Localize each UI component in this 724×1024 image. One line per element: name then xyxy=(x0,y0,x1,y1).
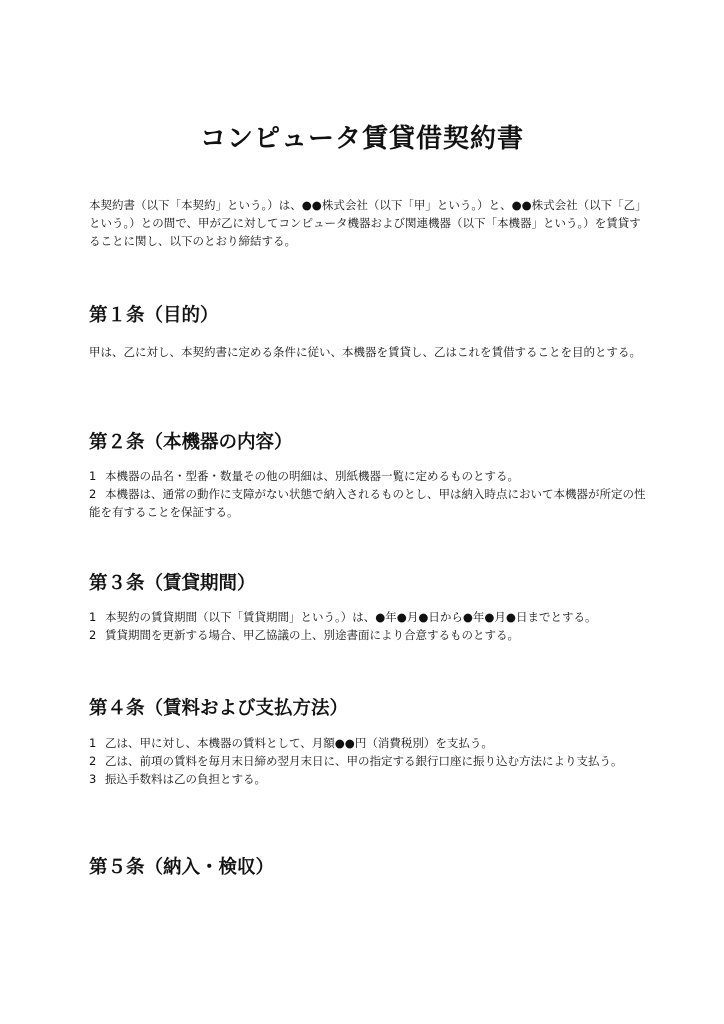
article-4-heading: 第４条（賃料および支払方法） xyxy=(89,698,349,719)
document-title: コンピュータ賃貸借契約書 xyxy=(199,124,524,154)
item-number: 2 xyxy=(89,754,97,768)
item-number: 2 xyxy=(89,487,97,501)
article-4-item-3 xyxy=(89,770,649,788)
article-2-item-1 xyxy=(89,467,649,485)
article-3-item-2 xyxy=(89,626,649,644)
article-4-body xyxy=(89,734,649,788)
article-2-body xyxy=(89,467,649,521)
article-2-heading: 第２条（本機器の内容） xyxy=(89,432,293,453)
item-number: 1 xyxy=(89,736,97,750)
article-1-heading: 第１条（目的） xyxy=(89,305,219,326)
article-3-item-1 xyxy=(89,608,649,626)
article-4-item-1 xyxy=(89,734,649,752)
item-number: 1 xyxy=(89,469,97,483)
article-1-body: 甲は、乙に対し、本契約書に定める条件に従い、本機器を賃貸し、乙はこれを賃借することを目的とする。 xyxy=(89,345,641,359)
article-2-item-2 xyxy=(89,485,649,521)
intro-paragraph: 本契約書（以下「本契約」という。）は、●●株式会社（以下「甲」という。）と、●●株式会社（以下「乙」という。）との間で、甲が乙に対してコンピュータ機器および関連機器（以下「本機器」という。）を賃貸することに関し、以下のとおり締結する。 xyxy=(89,198,647,248)
item-text: 賃貸期間を更新する場合、甲乙協議の上、別途書面により合意するものとする。 xyxy=(105,628,519,642)
article-3-body xyxy=(89,608,649,644)
item-text: 本機器の品名・型番・数量その他の明細は、別紙機器一覧に定めるものとする。 xyxy=(105,469,519,483)
item-number: 2 xyxy=(89,628,97,642)
item-text: 本契約の賃貸期間（以下「賃貸期間」という。）は、●年●月●日から●年●月●日までとする。 xyxy=(105,610,597,624)
item-text: 乙は、甲に対し、本機器の賃料として、月額●●円（消費税別）を支払う。 xyxy=(105,736,493,750)
article-3-heading: 第３条（賃貸期間） xyxy=(89,573,256,594)
article-4-item-2 xyxy=(89,752,649,770)
item-text: 本機器は、通常の動作に支障がない状態で納入されるものとし、甲は納入時点において本機器が所定の性能を有することを保証する。 xyxy=(89,487,646,519)
item-text: 乙は、前項の賃料を毎月末日締め翌月末日に、甲の指定する銀行口座に振り込む方法により支払う。 xyxy=(105,754,623,768)
item-text: 振込手数料は乙の負担とする。 xyxy=(105,772,266,786)
item-number: 3 xyxy=(89,772,97,786)
article-5-heading: 第５条（納入・検収） xyxy=(89,857,275,878)
item-number: 1 xyxy=(89,610,97,624)
